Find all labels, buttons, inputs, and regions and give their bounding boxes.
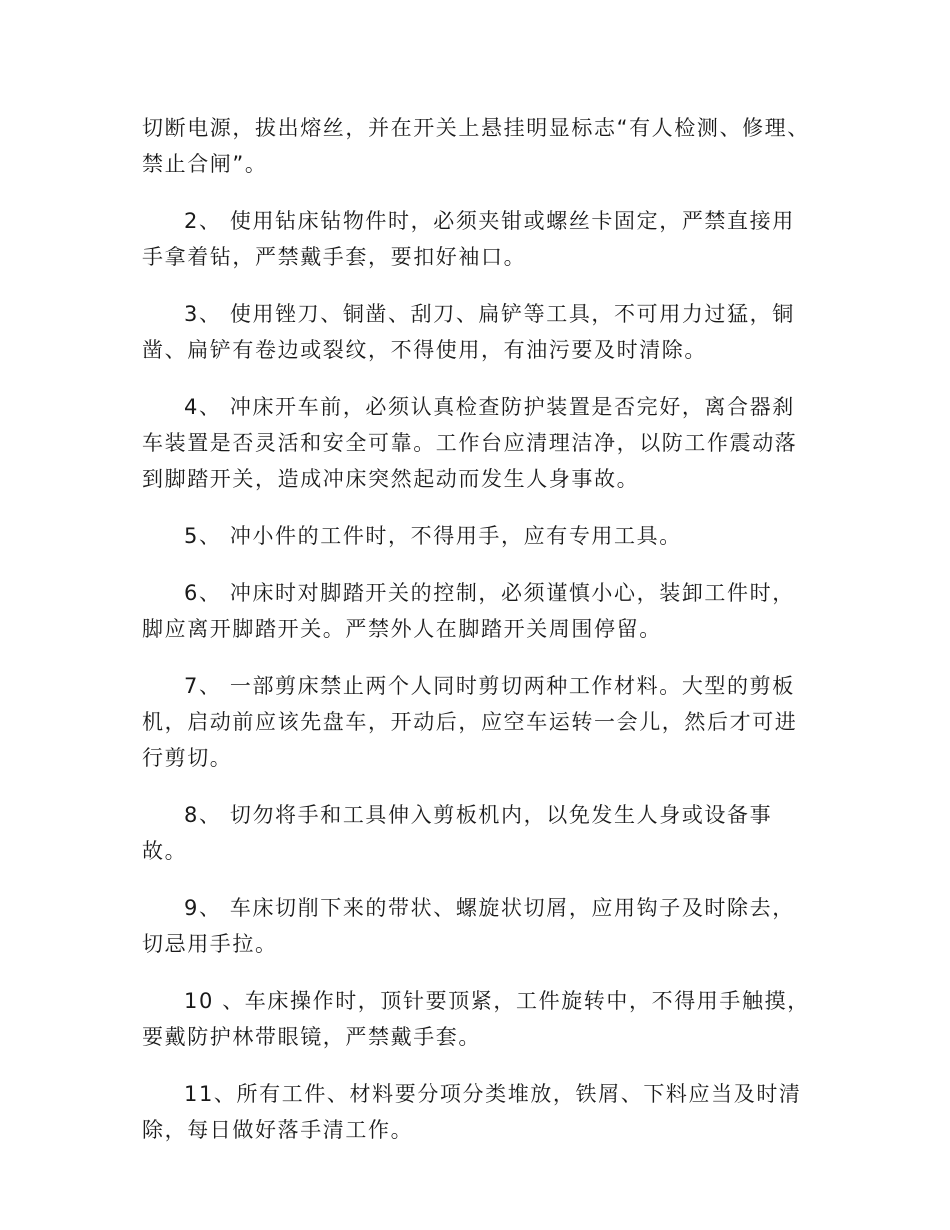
paragraph-11	[142, 1076, 812, 1148]
paragraph-text: 冲床时对脚踏开关的控制，必须谨慎小心，装卸工件时，脚应离开脚踏开关。严禁外人在脚踏开关周围停留。	[142, 581, 795, 641]
paragraph-number: 11、	[184, 1082, 237, 1106]
paragraph-text: 车床切削下来的带状、螺旋状切屑，应用钩子及时除去，切忌用手拉。	[142, 896, 795, 956]
paragraph-9	[142, 890, 812, 962]
paragraph-number: 4、	[184, 395, 222, 419]
paragraph-number: 10 、	[184, 989, 245, 1013]
paragraph-number: 3、	[184, 302, 222, 326]
paragraph-10	[142, 983, 812, 1055]
paragraph-number: 9、	[184, 896, 222, 920]
paragraph-text: 车床操作时，顶针要顶紧，工件旋转中，不得用手触摸，要戴防护林带眼镜，严禁戴手套。	[142, 989, 810, 1049]
paragraph-number: 7、	[184, 674, 222, 698]
paragraph-2	[142, 203, 812, 275]
paragraph-text: 使用钻床钻物件时，必须夹钳或螺丝卡固定，严禁直接用手拿着钻，严禁戴手套，要扣好袖口。	[142, 209, 795, 269]
paragraph-1	[142, 110, 812, 182]
paragraph-7	[142, 668, 812, 776]
paragraph-text: 切勿将手和工具伸入剪板机内，以免发生人身或设备事故。	[142, 803, 773, 863]
paragraph-text: 一部剪床禁止两个人同时剪切两种工作材料。大型的剪板机，启动前应该先盘车，开动后，应空车运转一会儿，然后才可进行剪切。	[142, 674, 798, 770]
paragraph-number: 6、	[184, 581, 222, 605]
paragraph-5	[142, 518, 812, 554]
paragraph-number: 2、	[184, 209, 222, 233]
paragraph-3	[142, 296, 812, 368]
paragraph-8	[142, 797, 812, 869]
paragraph-text: 切断电源，拔出熔丝，并在开关上悬挂明显标志“有人检测、修理、禁止合闸”。	[142, 116, 810, 176]
paragraph-4	[142, 389, 812, 497]
paragraph-text: 使用锉刀、铜凿、刮刀、扁铲等工具，不可用力过猛，铜凿、扁铲有卷边或裂纹，不得使用，有油污要及时清除。	[142, 302, 795, 362]
document-body	[142, 110, 812, 1169]
paragraph-number: 8、	[184, 803, 222, 827]
paragraph-6	[142, 575, 812, 647]
paragraph-text: 冲小件的工件时，不得用手，应有专用工具。	[221, 524, 682, 548]
paragraph-text: 所有工件、材料要分项分类堆放，铁屑、下料应当及时清除，每日做好落手清工作。	[142, 1082, 802, 1142]
paragraph-number: 5、	[184, 524, 222, 548]
paragraph-text: 冲床开车前，必须认真检查防护装置是否完好，离合器刹车装置是否灵活和安全可靠。工作台应清理洁净，以防工作震动落到脚踏开关，造成冲床突然起动而发生人身事故。	[142, 395, 798, 491]
